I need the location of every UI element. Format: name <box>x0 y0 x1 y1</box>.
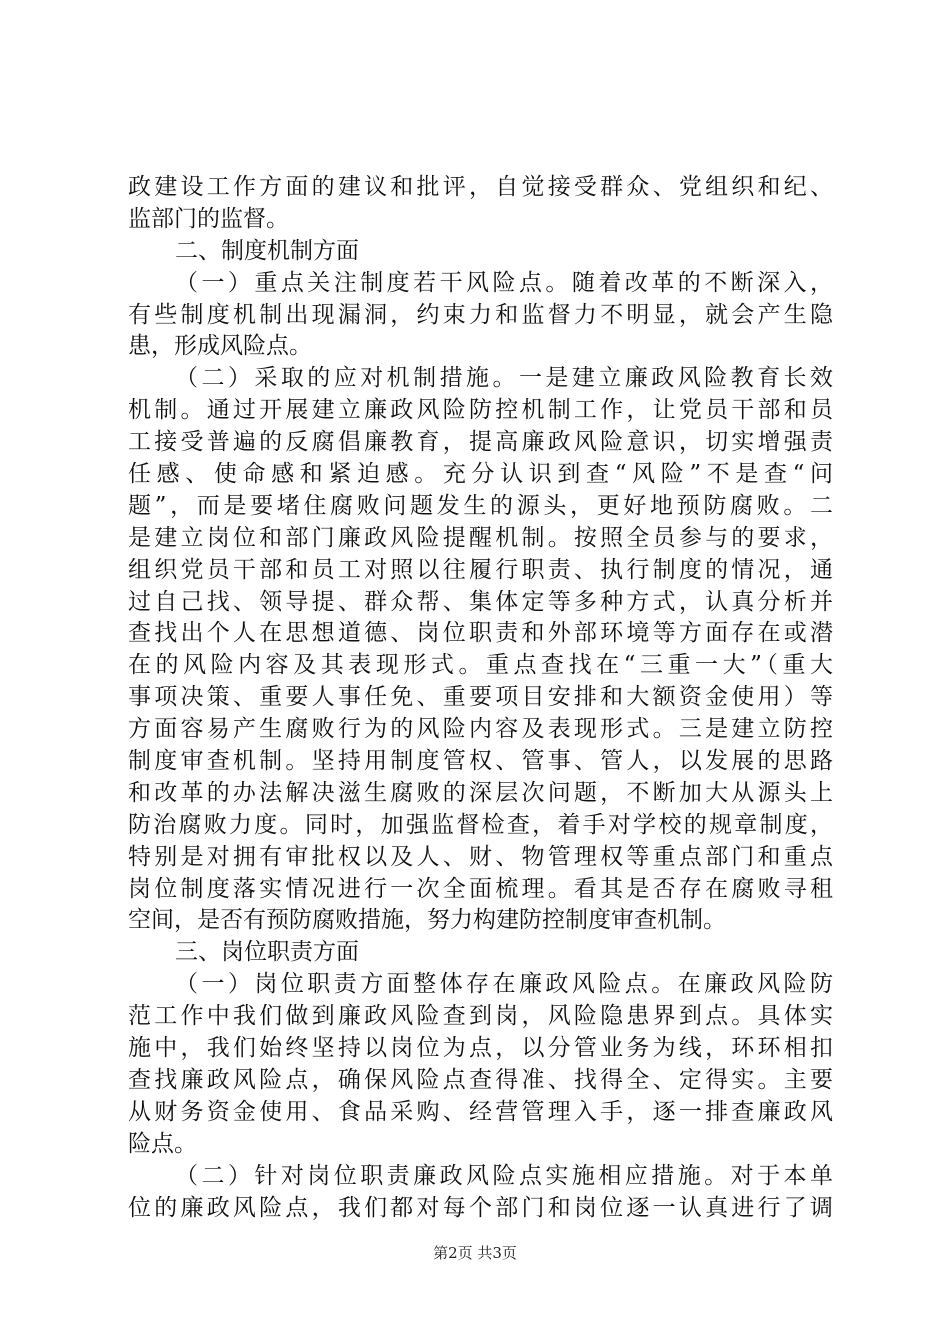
text-line: 过自己找、领导提、群众帮、集体定等多种方式，认真分析并 <box>128 588 833 615</box>
text-line: 机制。通过开展建立廉政风险防控机制工作，让党员干部和员 <box>128 397 833 424</box>
document-body <box>128 172 833 1224</box>
text-line: （二）采取的应对机制措施。一是建立廉政风险教育长效 <box>175 365 833 392</box>
text-line: 空间，是否有预防腐败措施，努力构建防控制度审查机制。 <box>128 907 726 934</box>
text-line: 事项决策、重要人事任免、重要项目安排和大额资金使用）等 <box>128 684 833 711</box>
text-line: 和改革的办法解决滋生腐败的深层次问题，不断加大从源头上 <box>128 779 833 806</box>
text-line: 查找廉政风险点，确保风险点查得准、找得全、定得实。主要 <box>128 1066 833 1093</box>
text-line: 从财务资金使用、食品采购、经营管理入手，逐一排查廉政风 <box>128 1098 833 1125</box>
text-line: 是建立岗位和部门廉政风险提醒机制。按照全员参与的要求， <box>128 524 833 551</box>
text-line: 有些制度机制出现漏洞，约束力和监督力不明显，就会产生隐 <box>128 301 833 328</box>
text-line: 政建设工作方面的建议和批评，自觉接受群众、党组织和纪、 <box>128 174 833 200</box>
text-line: 施中，我们始终坚持以岗位为点，以分管业务为线，环环相扣 <box>128 1035 833 1062</box>
text-line: 组织党员干部和员工对照以往履行职责、执行制度的情况，通 <box>128 556 833 583</box>
text-line: 患，形成风险点。 <box>128 333 312 360</box>
text-line: 岗位制度落实情况进行一次全面梳理。看其是否存在腐败寻租 <box>128 875 833 902</box>
page-footer: 第2页 共3页 <box>433 1244 517 1262</box>
text-line: 题”，而是要堵住腐败问题发生的源头，更好地预防腐败。二 <box>128 492 833 519</box>
text-line: 范工作中我们做到廉政风险查到岗，风险隐患界到点。具体实 <box>128 1003 833 1030</box>
text-line: （二）针对岗位职责廉政风险点实施相应措施。对于本单 <box>175 1162 833 1189</box>
text-line: 险点。 <box>128 1130 197 1157</box>
text-line: 监部门的监督。 <box>128 205 289 232</box>
text-line: 方面容易产生腐败行为的风险内容及表现形式。三是建立防控 <box>128 716 833 743</box>
text-line: 制度审查机制。坚持用制度管权、管事、管人，以发展的思路 <box>128 748 833 775</box>
text-line: 任感、使命感和紧迫感。充分认识到查“风险”不是查“问 <box>128 461 833 488</box>
text-line: 位的廉政风险点，我们都对每个部门和岗位逐一认真进行了调 <box>128 1194 833 1221</box>
text-line: （一）重点关注制度若干风险点。随着改革的不断深入， <box>175 269 833 296</box>
section-heading: 三、岗位职责方面 <box>175 939 359 966</box>
text-line: 工接受普遍的反腐倡廉教育，提高廉政风险意识，切实增强责 <box>128 429 833 456</box>
text-line: 在的风险内容及其表现形式。重点查找在“三重一大”（重大 <box>128 652 833 679</box>
text-line: 防治腐败力度。同时，加强监督检查，着手对学校的规章制度， <box>128 811 833 838</box>
text-line: 查找出个人在思想道德、岗位职责和外部环境等方面存在或潜 <box>128 620 833 647</box>
text-line: 特别是对拥有审批权以及人、财、物管理权等重点部门和重点 <box>128 843 833 870</box>
text-line: （一）岗位职责方面整体存在廉政风险点。在廉政风险防 <box>175 971 833 998</box>
section-heading: 二、制度机制方面 <box>175 237 359 264</box>
